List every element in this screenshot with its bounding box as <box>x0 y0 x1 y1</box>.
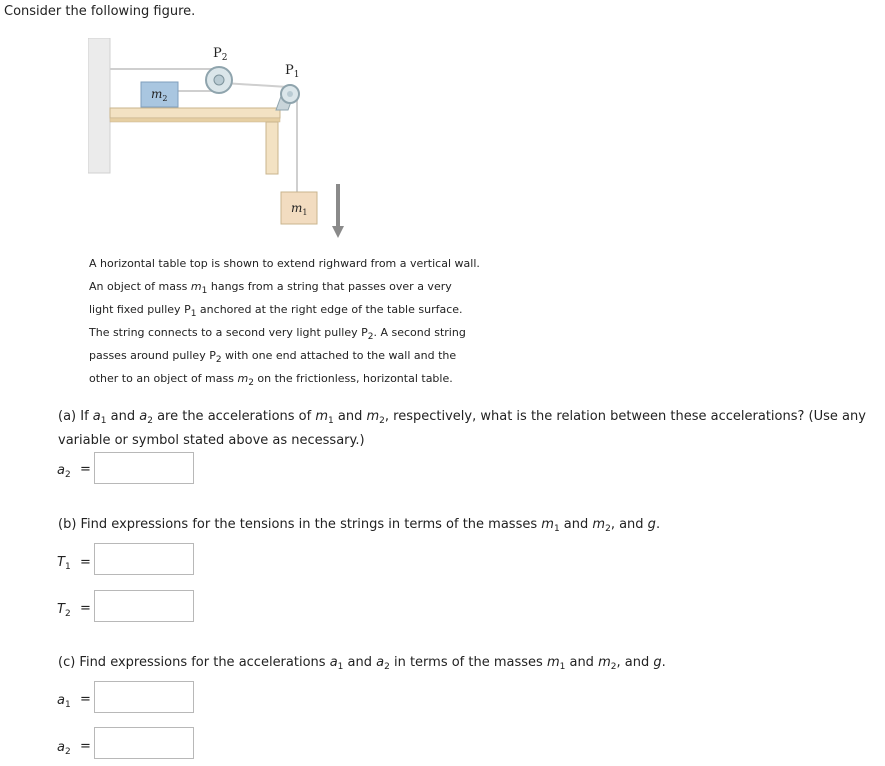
answer-t1[interactable] <box>94 543 194 575</box>
equals-a1: = <box>80 692 91 707</box>
answer-a2-relation[interactable] <box>94 452 194 484</box>
caption-line-2: An object of mass $m_1$ hangs from a string that passes over a very <box>89 280 452 296</box>
question-a: (a) If $a_1$ and $a_2$ are the accelerations of $m_1$ and $m_2$, respectively, what is the relation between these accelerations? (Use any variable or symbol stated above as necessary.) <box>58 409 866 448</box>
svg-text:P1 <box>285 63 299 80</box>
equals-t1: = <box>80 555 91 570</box>
caption-line-5: passes around pulley $P_2$ with one end attached to the wall and the <box>89 349 457 365</box>
answer-t2[interactable] <box>94 590 194 622</box>
m1-label: m <box>291 201 303 215</box>
string-p2-to-p1 <box>223 83 288 87</box>
caption-line-6: other to an object of mass $m_2$ on the frictionless, horizontal table. <box>89 372 453 388</box>
arrow-head <box>332 226 344 238</box>
var-t1: $T_1$ <box>57 555 71 572</box>
equals-a2: = <box>80 739 91 754</box>
m1-sub: 1 <box>302 208 308 217</box>
var-t2: $T_2$ <box>57 602 71 619</box>
p1-sub: 1 <box>293 70 300 80</box>
p2-label: P <box>213 46 222 61</box>
p1-label: P <box>285 63 294 78</box>
table-top <box>110 108 280 118</box>
m2-sub: 2 <box>162 94 168 103</box>
figure-caption <box>89 252 509 390</box>
caption-line-3: light fixed pulley $P_1$ anchored at the right edge of the table surface. <box>89 303 463 319</box>
m2-label: m <box>151 87 163 101</box>
equals-a: = <box>80 462 91 477</box>
intro-text: Consider the following figure. <box>4 4 196 19</box>
svg-text:P2 <box>213 46 227 63</box>
table-leg <box>266 122 278 174</box>
answer-a1[interactable] <box>94 681 194 713</box>
pulley-figure <box>88 38 360 248</box>
var-a2-c: $a_2$ <box>57 740 71 757</box>
equals-t2: = <box>80 601 91 616</box>
var-a1: $a_1$ <box>57 693 71 710</box>
answer-a2[interactable] <box>94 727 194 759</box>
wall <box>88 38 110 173</box>
question-c: (c) Find expressions for the accelerations $a_1$ and $a_2$ in terms of the masses $m_1$ and $m_2$, and g. <box>58 655 666 672</box>
table-edge <box>110 118 280 122</box>
var-a2-a: $a_2$ <box>57 463 71 480</box>
caption-line-4: The string connects to a second very light pulley $P_2$. A second string <box>89 326 466 342</box>
question-b: (b) Find expressions for the tensions in the strings in terms of the masses $m_1$ and $m_2$, and g. <box>58 517 661 534</box>
caption-line-1: A horizontal table top is shown to extend righward from a vertical wall. <box>89 257 480 270</box>
p2-sub: 2 <box>221 53 228 63</box>
